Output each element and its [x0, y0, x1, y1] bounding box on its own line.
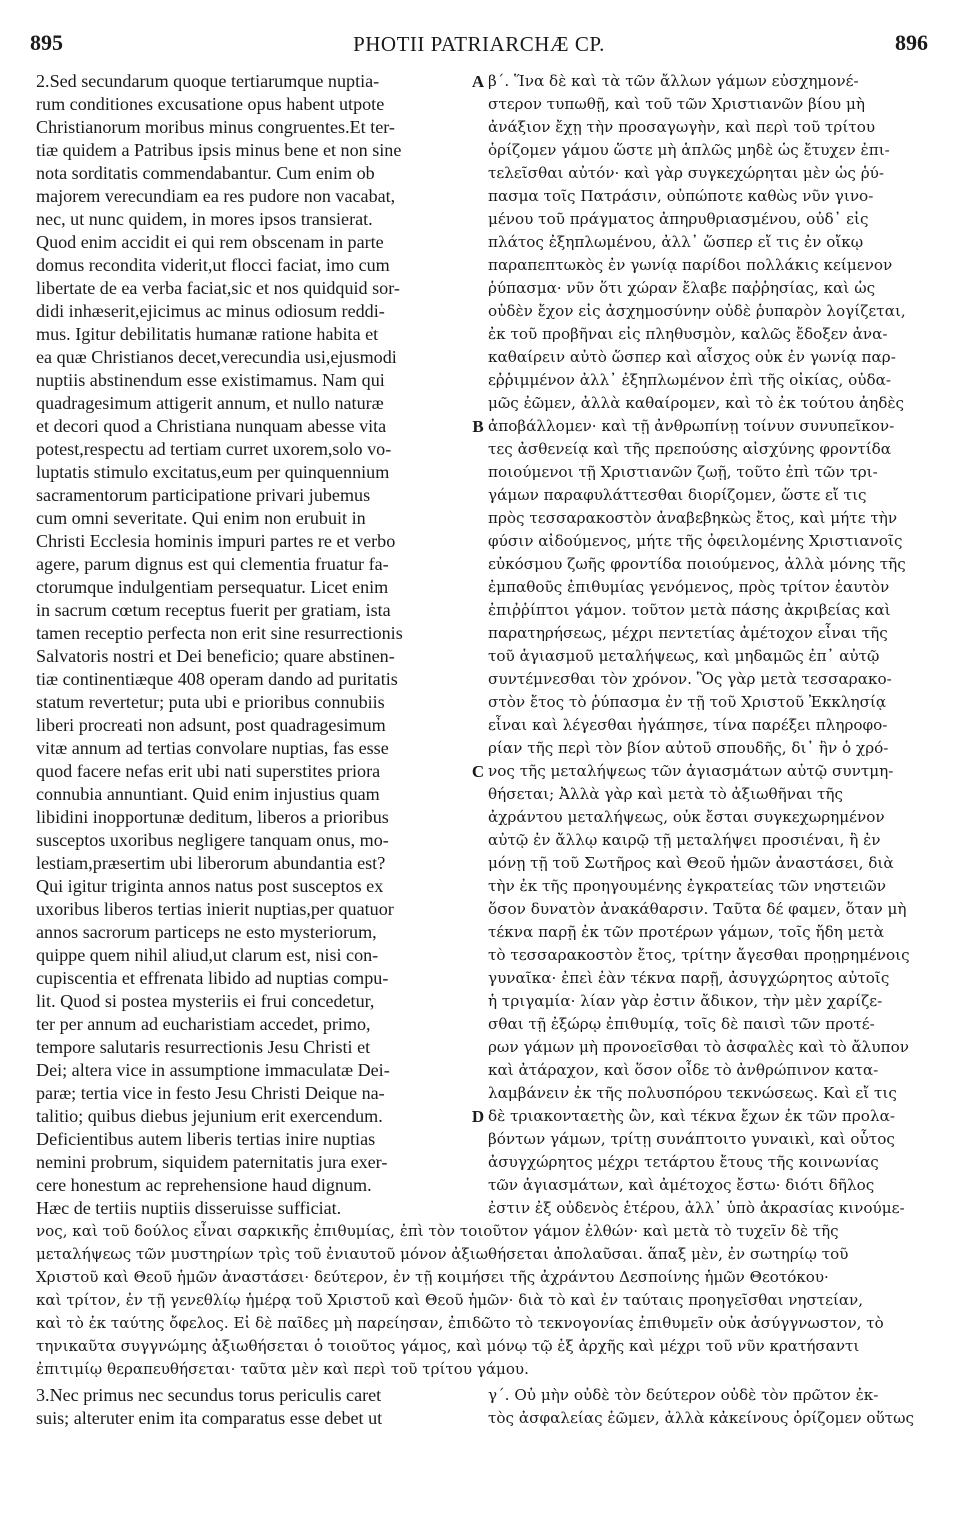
margin-marker-c: C — [471, 762, 485, 781]
greek-line: παρατηρήσεως, μέχρι πεντετίας ἀμέτοχον εἶναι τῆς — [488, 624, 888, 642]
latin-line: 2.Sed secundarum quoque tertiarumque nuptia- — [36, 71, 380, 91]
greek-line: στερον τυπωθῇ, καὶ τοῦ τῶν Χριστιανῶν βίου μὴ — [488, 95, 865, 113]
latin-section-3 — [36, 1384, 468, 1430]
latin-line: Christi Ecclesia hominis impuri partes re et verbo — [36, 531, 396, 551]
latin-line: quippe quem nihil aliud,ut clarum est, nisi con- — [36, 945, 379, 965]
latin-line: ea quæ Christianos decet,verecundia usi,ejusmodi — [36, 347, 397, 367]
latin-line: cum omni severitate. Qui enim non erubuit in — [36, 508, 366, 528]
greek-line: ἀνάξιον ἔχῃ τὴν προσαγωγὴν, καὶ περὶ τοῦ τρίτου — [488, 118, 876, 136]
greek-line: ὅσον δυνατὸν ἀνακάθαρσιν. Ταῦτα δέ φαμεν, ὅταν μὴ — [488, 900, 907, 918]
greek-line: φύσιν αἰδούμενος, μήτε τῆς ὀφειλομένης Χριστιανοῖς — [488, 532, 903, 550]
latin-line: quod facere nefas erit ubi nati superstites priora — [36, 761, 381, 781]
greek-full-line: Χριστοῦ καὶ Θεοῦ ἡμῶν ἀναστάσει· δεύτερον, ἐν τῇ κοιμήσει τῆς ἀχράντου Δεσποίνης ἡμῶν Θεοτόκου· — [36, 1268, 829, 1286]
latin-line: Deficientibus autem liberis tertias inire nuptias — [36, 1129, 376, 1149]
latin-line: nec, ut nunc quidem, in mores ipsos transierat. — [36, 209, 373, 229]
full-width-greek — [36, 1220, 928, 1381]
greek-line: αὐτῷ ἐν ἄλλῳ καιρῷ τῇ μεταλήψει προσιέναι, ἢ ἐν — [488, 831, 881, 849]
greek-line: παραπεπτωκὸς ἐν γωνίᾳ παρίδοι πολλάκις κείμενον — [488, 256, 893, 274]
greek-line: νος τῆς μεταλήψεως τῶν ἁγιασμάτων αὐτῷ συντμη- — [488, 762, 894, 780]
greek-line: τοῦ ἁγιασμοῦ μεταλήψεως, καὶ μηδαμῶς ἐπ᾽ αὐτῷ — [488, 647, 880, 665]
greek-line: πρὸς τεσσαρακοστὸν ἀναβεβηκὼς ἔτος, καὶ μήτε τὴν — [488, 509, 898, 527]
latin-line: nuptiis abstinendum esse existimamus. Nam qui — [36, 370, 385, 390]
greek-line: δὲ τριακονταετὴς ὢν, καὶ τέκνα ἔχων ἐκ τῶν προλα- — [488, 1107, 895, 1125]
margin-marker-d: D — [471, 1107, 485, 1126]
greek-full-line: καὶ τρίτον, ἐν τῇ γενεθλίῳ ἡμέρᾳ τοῦ Χριστοῦ καὶ Θεοῦ ἡμῶν· διὰ τὸ καὶ ἐν ταύταις προηγεῖσθαι νηστείαν, — [36, 1291, 864, 1309]
latin-line: connubia annuntiant. Quid enim injustius quam — [36, 784, 380, 804]
latin-line: paræ; tertia vice in festo Jesu Christi Deique na- — [36, 1083, 385, 1103]
greek-line: εὐκόσμου ζωῆς φροντίδα ποιούμενος, ἀλλὰ μόνης τῆς — [488, 555, 906, 573]
greek-line: εἶναι καὶ λέγεσθαι ἠγάπησε, τίνα παρέξει πληροφο- — [488, 716, 888, 734]
greek-line: β΄. Ἵνα δὲ καὶ τὰ τῶν ἄλλων γάμων εὐσχημονέ- — [488, 72, 859, 90]
latin-line: nemini probrum, siquidem paternitatis jura exer- — [36, 1152, 388, 1172]
latin-line: ter per annum ad eucharistiam accedet, primo, — [36, 1014, 371, 1034]
latin-line: nota sorditatis commendabantur. Cum enim ob — [36, 163, 375, 183]
latin-line: ctorumque indulgentiam persequatur. Licet enim — [36, 577, 389, 597]
latin-line: cere honestum ac reprehensione haud dignum. — [36, 1175, 372, 1195]
greek-line: ὁρίζομεν γάμου ὥστε μὴ ἁπλῶς μηδὲ ὡς ἔτυχεν ἐπι- — [488, 141, 890, 159]
latin-line: potest,respectu ad tertiam curret uxorem,solo vo- — [36, 439, 392, 459]
greek-line: βόντων γάμων, τρίτῃ συνάπτοιτο γυναικὶ, καὶ οὗτος — [488, 1130, 895, 1148]
page-number-left: 895 — [30, 30, 63, 55]
greek-line: καθαίρειν αὐτὸ ὥσπερ καὶ αἶσχος οὐκ ἐν γωνίᾳ παρ- — [488, 348, 896, 366]
latin-line: libertate de ea verba faciat,sic et nos quidquid sor- — [36, 278, 400, 298]
latin-line: mus. Igitur debilitatis humanæ ratione habita et — [36, 324, 379, 344]
latin-line: agere, parum dignus est qui clementia fruatur fa- — [36, 554, 389, 574]
greek-line: οὐδὲν ἔχον εἰς ἀσχημοσύνην οὐδὲ ῥυπαρὸν λογίζεται, — [488, 302, 906, 320]
latin-line: quadragesimum attigerit annum, et nullo naturæ — [36, 393, 384, 413]
greek-full-line: καὶ τὸ ἐκ ταύτης ὄφελος. Εἰ δὲ παῖδες μὴ παρείησαν, ἐπιδῶτο τὸ τεκνογονίας ἐπιθυμεῖν οὐκ ἀσύγγνωστον, τὸ — [36, 1314, 884, 1332]
latin-line: uxoribus liberos tertias inierit nuptias,per quatuor — [36, 899, 394, 919]
latin-line: susceptos uxoribus negligere tanquam onus, mo- — [36, 830, 389, 850]
latin-line: Dei; altera vice in assumptione immaculatæ Dei- — [36, 1060, 390, 1080]
greek-line: ῥύπασμα· νῦν ὅτι χώραν ἔλαβε παῤῥησίας, καὶ ὡς — [488, 279, 876, 297]
greek-line: ἀσυγχώρητος μέχρι τετάρτου ἔτους τῆς κοινωνίας — [488, 1153, 879, 1171]
greek-line: τὴν ἐκ τῆς προηγουμένης ἐγκρατείας τῶν νηστειῶν — [488, 877, 886, 895]
greek-line: θήσεται; Ἀλλὰ γὰρ καὶ μετὰ τὸ ἀξιωθῆναι τῆς — [488, 785, 844, 803]
greek-line: ἡ τριγαμία· λίαν γὰρ ἐστιν ἄδικον, τὴν μὲν χαρίζε- — [488, 992, 883, 1010]
greek-line: μόνῃ τῇ τοῦ Σωτῆρος καὶ Θεοῦ ἡμῶν ἀναστάσει, διὰ — [488, 854, 894, 872]
latin-line: Salvatoris nostri et Dei beneficio; quare abstinen- — [36, 646, 395, 666]
greek-line: ἐστιν ἐξ οὐδενὸς ἑτέρου, ἀλλ᾽ ὑπὸ ἀκρασίας κινούμε- — [488, 1199, 905, 1217]
greek-line: τες ἀσθενείᾳ καὶ τῆς πρεπούσης αἰσχύνης φροντίδα — [488, 440, 892, 458]
greek-line: μένου τοῦ πράγματος ἀπηρυθριασμένου, οὐδ᾽ εἰς — [488, 210, 869, 228]
greek-line: ἐμπαθοῦς ἐπιθυμίας γενόμενος, πρὸς τρίτον ἑαυτὸν — [488, 578, 890, 596]
latin-line: luptatis stimulo excitatus,eum per quinquennium — [36, 462, 390, 482]
latin-line: domus recondita viderit,ut flocci faciat, imo cum — [36, 255, 390, 275]
latin-line: sacramentorum participatione privari jubemus — [36, 485, 371, 505]
greek-line: συντέμνεσθαι τὸν χρόνον. Ὃς γὰρ μετὰ τεσσαρακο- — [488, 670, 892, 688]
latin-line: in sacrum cœtum receptus fuerit per gratiam, ista — [36, 600, 391, 620]
greek-line: τελεῖσθαι αὐτόν· καὶ γὰρ συγκεχώρηται μὲν ὡς ῥύ- — [488, 164, 884, 182]
latin-line: tamen receptio perfecta non erit sine resurrectionis — [36, 623, 403, 643]
greek-line: γυναῖκα· ἐπεὶ ἐὰν τέκνα παρῇ, ἀσυγχώρητος αὐτοῖς — [488, 969, 890, 987]
latin-line: Christianorum moribus minus congruentes.Et ter- — [36, 117, 395, 137]
latin-line: 3.Nec primus nec secundus torus periculis caret — [36, 1385, 382, 1405]
greek-line: ρίαν τῆς περὶ τὸν βίον αὐτοῦ σπουδῆς, δι᾽ ἣν ὁ χρό- — [488, 739, 889, 757]
running-title: PHOTII PATRIARCHÆ CP. — [353, 32, 605, 56]
greek-line: πασμα τοῖς Πατράσιν, οὐπώποτε καθὼς νῦν γινο- — [488, 187, 874, 205]
greek-line: ρων γάμων μὴ προνοεῖσθαι τὸ ἀσφαλὲς καὶ τὸ ἄλυπον — [488, 1038, 909, 1056]
greek-full-line: μεταλήψεως τῶν μυστηρίων τρὶς τοῦ ἐνιαυτοῦ μόνον ἀξιωθήσεται ἀπολαῦσαι. ἅπαξ μὲν, ἐν σωτηρίῳ τοῦ — [36, 1245, 849, 1263]
latin-line: annos sacrorum particeps ne esto mysteriorum, — [36, 922, 377, 942]
margin-marker-b: B — [472, 417, 484, 436]
greek-line: ἐκ τοῦ προβῆναι εἰς πληθυσμὸν, καλῶς ἔδοξεν ἀνα- — [488, 325, 888, 343]
latin-line: tiæ quidem a Patribus ipsis minus bene et non sine — [36, 140, 402, 160]
greek-line: εῤῥιμμένον ἀλλ᾽ ἐξηπλωμένον ἐπὶ τῆς οἰκίας, οὐδα- — [488, 371, 892, 389]
latin-line: majorem verecundiam ea res pudore non vacabat, — [36, 186, 396, 206]
latin-line: lit. Quod si postea mysteriis ei frui concedetur, — [36, 991, 375, 1011]
latin-line: suis; alteruter enim ita comparatus esse debet ut — [36, 1408, 383, 1428]
latin-line: talitio; quibus diebus jejunium erit exercendum. — [36, 1106, 383, 1126]
latin-line: tempore salutaris resurrectionis Jesu Christi et — [36, 1037, 371, 1057]
greek-line: γ΄. Οὐ μὴν οὐδὲ τὸν δεύτερον οὐδὲ τὸν πρῶτον ἐκ- — [488, 1386, 879, 1404]
page-header — [30, 30, 928, 60]
greek-line: στὸν ἔτος τὸ ῥύπασμα ἐν τῇ τοῦ Χριστοῦ Ἐκκλησίᾳ — [488, 693, 887, 711]
greek-line: τέκνα παρῇ ἐκ τῶν προτέρων γάμων, τοῖς ἤδη μετὰ — [488, 923, 885, 941]
latin-line: statum revertetur; puta ubi e prioribus connubiis — [36, 692, 385, 712]
greek-line: τὸ τεσσαρακοστὸν ἔτος, τρίτην ἄγεσθαι προῃρημένοις — [488, 946, 910, 964]
greek-line: τὸς ἀσφαλείας ἐῶμεν, ἀλλὰ κἀκείνους ὁρίζομεν οὕτως — [488, 1409, 915, 1427]
latin-line: Quod enim accidit ei qui rem obscenam in parte — [36, 232, 384, 252]
greek-line: ἐπιῤῥίπτοι γάμον. τοῦτον μετὰ πάσης ἀκριβείας καὶ — [488, 601, 891, 619]
latin-line: didi inhæserit,ejicimus ac minus odiosum reddi- — [36, 301, 385, 321]
greek-line: τῶν ἁγιασμάτων, καὶ ἀμέτοχος ἔστω· διότι δῆλος — [488, 1176, 875, 1194]
latin-line: libidini inopportunæ deditum, liberos a prioribus — [36, 807, 389, 827]
greek-line: καὶ ἀτάραχον, καὶ ὅσον οἶδε τὸ ἀνθρώπινον κατα- — [488, 1061, 879, 1079]
greek-column — [488, 70, 928, 1220]
greek-line: μῶς ἐῶμεν, ἀλλὰ καθαίρομεν, καὶ τὸ ἐκ τούτου ἀηδὲς — [488, 394, 905, 412]
latin-line: cupiscentia et effrenata libido ad nuptias compu- — [36, 968, 389, 988]
latin-line: et decori quod a Christiana nunquam abesse vita — [36, 416, 387, 436]
latin-line: vitæ annum ad tertias convolare nuptias, fas esse — [36, 738, 389, 758]
latin-line: Hæc de tertiis nuptiis disseruisse sufficiat. — [36, 1198, 342, 1218]
greek-line: σθαι τῇ ἐξώρῳ ἐπιθυμίᾳ, τοῖς δὲ παισὶ τῶν προτέ- — [488, 1015, 875, 1033]
greek-full-line: ἐπιτιμίῳ θεραπευθήσεται· ταῦτα μὲν καὶ περὶ τοῦ τρίτου γάμου. — [36, 1360, 529, 1378]
latin-line: tiæ continentiæque 408 operam dando ad puritatis — [36, 669, 398, 689]
greek-section-3 — [488, 1384, 928, 1430]
latin-line: lestiam,præsertim ubi liberorum abundantia est? — [36, 853, 386, 873]
greek-line: ποιούμενοι τῇ Χριστιανῶν ζωῇ, τοῦτο ἐπὶ τῶν τρι- — [488, 463, 878, 481]
latin-line: rum conditiones excusatione opus habent utpote — [36, 94, 385, 114]
page-number-right: 896 — [895, 30, 928, 55]
greek-line: λαμβάνειν ἐκ τῆς πολυσπόρου τεκνώσεως. Καὶ εἴ τις — [488, 1084, 897, 1102]
latin-column — [36, 70, 468, 1220]
margin-marker-a: A — [471, 72, 485, 91]
greek-line: ἀχράντου μεταλήψεως, οὐκ ἔσται συγκεχωρημένον — [488, 808, 885, 826]
greek-line: γάμων παραφυλάττεσθαι διορίζομεν, ὥστε εἴ τις — [488, 486, 867, 504]
latin-line: liberi procreati non adsunt, post quadragesimum — [36, 715, 386, 735]
greek-full-line: νος, καὶ τοῦ δούλος εἶναι σαρκικῆς ἐπιθυμίας, ἐπὶ τὸν τοιοῦτον γάμον ἐλθών· καὶ μετὰ τὸ τυχεῖν δὲ τῆς — [36, 1222, 839, 1240]
greek-full-line: τηνικαῦτα συγγνώμης ἀξιωθήσεται ὁ τοιοῦτος γάμος, καὶ μόνῳ τῷ ἐξ ἀρχῆς καὶ μέχρι τοῦ νῦν κρατήσαντι — [36, 1337, 860, 1355]
latin-line: Qui igitur triginta annos natus post susceptos ex — [36, 876, 384, 896]
greek-line: ἀποβάλλομεν· καὶ τῇ ἀνθρωπίνῃ τοίνυν συνυπεῖκον- — [488, 417, 895, 435]
greek-line: πλάτος ἐξηπλωμένου, ἀλλ᾽ ὥσπερ εἴ τις ἐν οἴκῳ — [488, 233, 864, 251]
